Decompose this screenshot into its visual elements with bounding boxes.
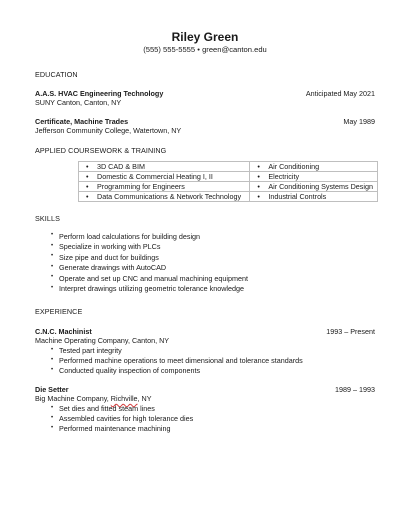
duty-text: Set dies and fitted steam lines — [59, 404, 155, 414]
school-name: Jefferson Community College, Watertown, NY — [35, 125, 182, 135]
bullet-icon: • — [50, 232, 54, 239]
job-title: Die Setter — [35, 384, 69, 394]
list-item — [45, 241, 375, 252]
job-entry — [35, 385, 375, 434]
bullet-icon: • — [257, 171, 260, 181]
bullet-icon: • — [50, 274, 54, 281]
table-cell — [79, 171, 250, 181]
table-row — [79, 191, 378, 201]
coursework-heading: APPLIED COURSEWORK & TRAINING — [35, 145, 167, 155]
bullet-icon: • — [86, 181, 89, 191]
job-duties-list — [35, 404, 375, 434]
table-cell — [250, 191, 378, 201]
bullet-icon: • — [50, 347, 54, 354]
degree-date: May 1989 — [343, 116, 375, 126]
skills-list — [35, 231, 375, 294]
course-name: Programming for Engineers — [97, 181, 185, 191]
duty-text: Tested part integrity — [59, 346, 122, 356]
table-cell — [250, 161, 378, 171]
education-entry — [35, 89, 375, 107]
table-cell — [79, 191, 250, 201]
degree-title: Certificate, Machine Trades — [35, 116, 129, 126]
skill-text: Perform load calculations for building design — [59, 231, 201, 241]
table-cell — [79, 181, 250, 191]
course-name: Domestic & Commercial Heating I, II — [97, 171, 213, 181]
degree-date: Anticipated May 2021 — [305, 88, 375, 98]
list-item — [45, 262, 375, 273]
experience-heading: EXPERIENCE — [35, 306, 83, 316]
skill-text: Specialize in working with PLCs — [59, 242, 161, 252]
bullet-icon: • — [257, 161, 260, 171]
course-name: Air Conditioning — [268, 161, 320, 171]
bullet-icon: • — [86, 191, 89, 201]
school-name: SUNY Canton, Canton, NY — [35, 97, 122, 107]
table-row — [79, 181, 378, 191]
bullet-icon: • — [50, 425, 54, 432]
list-item — [45, 252, 375, 263]
company-state: , NY — [137, 393, 152, 403]
table-row — [79, 161, 378, 171]
contact-separator: • — [197, 45, 200, 55]
bullet-icon: • — [50, 357, 54, 364]
duty-text: Conducted quality inspection of components — [59, 366, 201, 376]
job-dates: 1989 – 1993 — [335, 384, 375, 394]
bullet-icon: • — [50, 405, 54, 412]
job-duties-list — [35, 346, 375, 376]
bullet-icon: • — [257, 181, 260, 191]
list-item — [45, 283, 375, 294]
list-item — [45, 404, 375, 414]
skills-heading: SKILLS — [35, 213, 60, 223]
education-entry — [35, 117, 375, 135]
bullet-icon: • — [50, 242, 54, 249]
company-town: Richville — [110, 393, 138, 403]
list-item — [45, 273, 375, 284]
bullet-icon: • — [50, 415, 54, 422]
resume-header — [35, 0, 375, 55]
table-cell — [250, 181, 378, 191]
duty-text: Assembled cavities for high tolerance dies — [59, 414, 194, 424]
skill-text: Size pipe and duct for buildings — [59, 252, 159, 262]
bullet-icon: • — [86, 171, 89, 181]
phone-number: (555) 555-5555 — [143, 45, 196, 55]
bullet-icon: • — [50, 253, 54, 260]
course-name: Data Communications & Network Technology — [97, 191, 242, 201]
list-item — [45, 414, 375, 424]
skill-text: Generate drawings with AutoCAD — [59, 263, 167, 273]
company-name — [35, 394, 375, 403]
email-address: green@canton.edu — [202, 45, 267, 55]
table-cell — [79, 161, 250, 171]
bullet-icon: • — [86, 161, 89, 171]
list-item — [45, 231, 375, 242]
education-heading: EDUCATION — [35, 69, 78, 79]
duty-text: Performed maintenance machining — [59, 424, 171, 434]
list-item — [45, 424, 375, 434]
job-entry — [35, 327, 375, 376]
company-name: Machine Operating Company, Canton, NY — [35, 335, 170, 345]
table-cell — [250, 171, 378, 181]
list-item — [45, 366, 375, 376]
course-name: Industrial Controls — [268, 191, 327, 201]
bullet-icon: • — [50, 263, 54, 270]
skill-text: Interpret drawings utilizing geometric tolerance knowledge — [59, 284, 244, 294]
skill-text: Operate and set up CNC and manual machining equipment — [59, 273, 248, 283]
list-item — [45, 346, 375, 356]
course-name: 3D CAD & BIM — [97, 161, 145, 171]
applicant-name: Riley Green — [171, 30, 239, 44]
contact-line — [35, 45, 375, 54]
course-name: Electricity — [268, 171, 300, 181]
bullet-icon: • — [50, 367, 54, 374]
bullet-icon: • — [257, 191, 260, 201]
bullet-icon: • — [50, 284, 54, 291]
job-dates: 1993 – Present — [326, 326, 375, 336]
table-row — [79, 171, 378, 181]
company-name-part: Big Machine Company, — [35, 393, 111, 403]
degree-title: A.A.S. HVAC Engineering Technology — [35, 88, 164, 98]
coursework-table — [78, 161, 378, 202]
course-name: Air Conditioning Systems Design — [268, 181, 373, 191]
list-item — [45, 356, 375, 366]
job-title: C.N.C. Machinist — [35, 326, 92, 336]
duty-text: Performed machine operations to meet dimensional and tolerance standards — [59, 356, 303, 366]
